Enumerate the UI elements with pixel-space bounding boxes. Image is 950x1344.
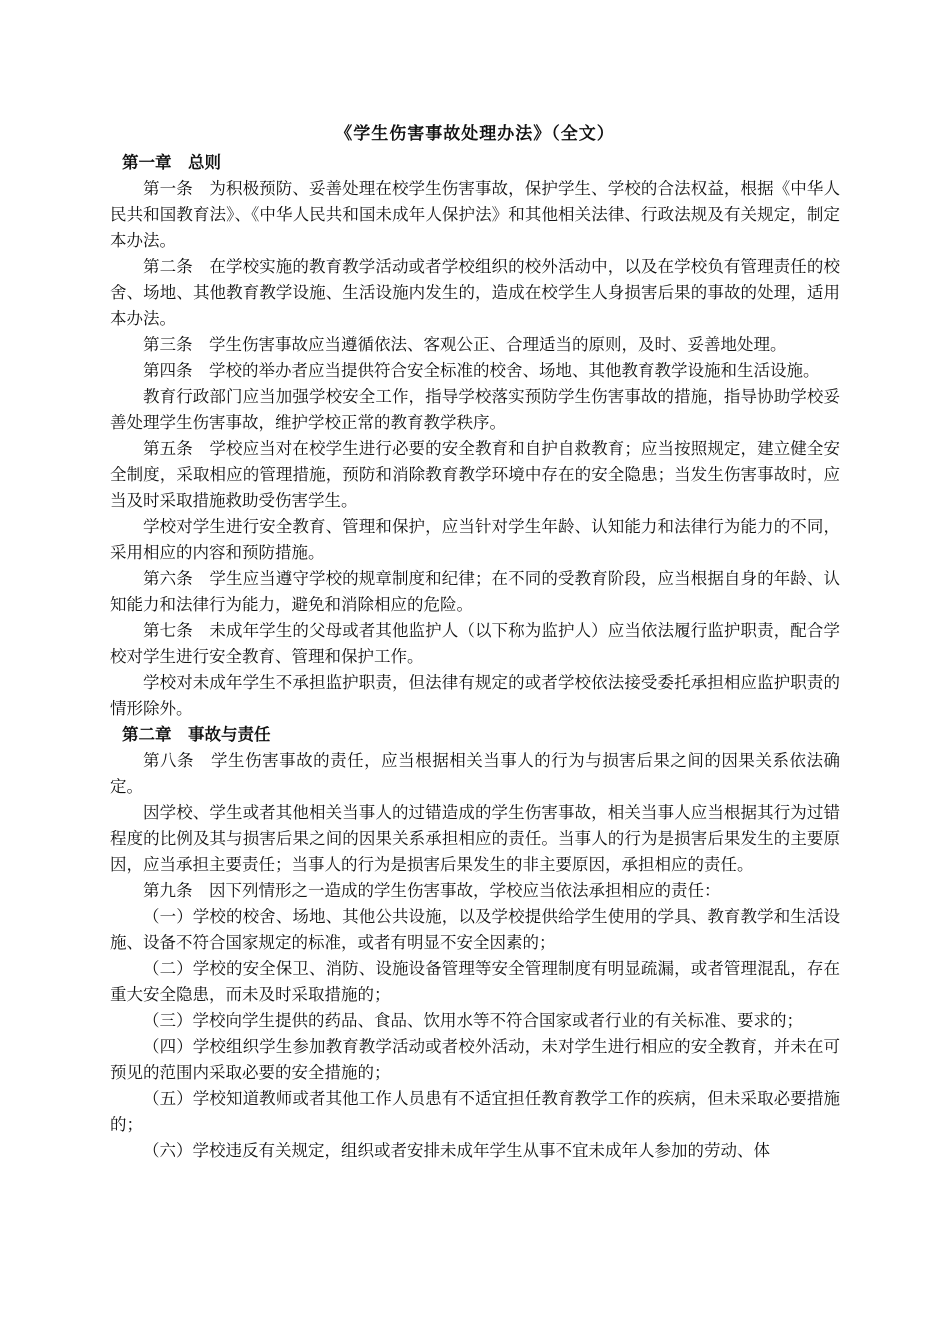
chapter-heading-1: 第一章 总则 <box>122 153 221 172</box>
article-9-item-1: （一）学校的校舍、场地、其他公共设施，以及学校提供给学生使用的学具、教育教学和生活设施、设备不符合国家规定的标准，或者有明显不安全因素的； <box>110 907 840 952</box>
article-5: 第五条 学校应当对在校学生进行必要的安全教育和自护自救教育；应当按照规定，建立健全安全制度，采取相应的管理措施，预防和消除教育教学环境中存在的安全隐患；当发生伤害事故时，应当及时采取措施救助受伤害学生。 <box>110 439 840 510</box>
article-8-paragraph-2: 因学校、学生或者其他相关当事人的过错造成的学生伤害事故，相关当事人应当根据其行为过错程度的比例及其与损害后果之间的因果关系承担相应的责任。当事人的行为是损害后果发生的主要原因，应当承担主要责任；当事人的行为是损害后果发生的非主要原因，承担相应的责任。 <box>110 803 840 874</box>
article-2: 第二条 在学校实施的教育教学活动或者学校组织的校外活动中，以及在学校负有管理责任的校舍、场地、其他教育教学设施、生活设施内发生的，造成在校学生人身损害后果的事故的处理，适用本办法。 <box>110 257 840 328</box>
article-9: 第九条 因下列情形之一造成的学生伤害事故，学校应当依法承担相应的责任： <box>143 881 721 900</box>
article-4-paragraph-2: 教育行政部门应当加强学校安全工作，指导学校落实预防学生伤害事故的措施，指导协助学校妥善处理学生伤害事故，维护学校正常的教育教学秩序。 <box>110 387 840 432</box>
article-9-item-4: （四）学校组织学生参加教育教学活动或者校外活动，未对学生进行相应的安全教育，并未在可预见的范围内采取必要的安全措施的； <box>110 1037 840 1082</box>
document-page <box>110 120 840 1164</box>
article-4: 第四条 学校的举办者应当提供符合安全标准的校舍、场地、其他教育教学设施和生活设施。 <box>143 361 820 380</box>
article-9-item-3: （三）学校向学生提供的药品、食品、饮用水等不符合国家或者行业的有关标准、要求的； <box>143 1011 803 1030</box>
chapter-heading-2: 第二章 事故与责任 <box>122 725 271 744</box>
document-title: 《学生伤害事故处理办法》（全文） <box>335 124 615 144</box>
article-9-item-2: （二）学校的安全保卫、消防、设施设备管理等安全管理制度有明显疏漏，或者管理混乱，存在重大安全隐患，而未及时采取措施的； <box>110 959 840 1004</box>
article-9-item-5: （五）学校知道教师或者其他工作人员患有不适宜担任教育教学工作的疾病，但未采取必要措施的； <box>110 1089 840 1134</box>
article-5-paragraph-2: 学校对学生进行安全教育、管理和保护，应当针对学生年龄、认知能力和法律行为能力的不同，采用相应的内容和预防措施。 <box>110 517 840 562</box>
article-3: 第三条 学生伤害事故应当遵循依法、客观公正、合理适当的原则，及时、妥善地处理。 <box>143 335 787 354</box>
article-8: 第八条 学生伤害事故的责任，应当根据相关当事人的行为与损害后果之间的因果关系依法确定。 <box>110 751 840 796</box>
article-1: 第一条 为积极预防、妥善处理在校学生伤害事故，保护学生、学校的合法权益，根据《中华人民共和国教育法》、《中华人民共和国未成年人保护法》和其他相关法律、行政法规及有关规定，制定本办法。 <box>110 179 840 250</box>
article-7: 第七条 未成年学生的父母或者其他监护人（以下称为监护人）应当依法履行监护职责，配合学校对学生进行安全教育、管理和保护工作。 <box>110 621 840 666</box>
article-9-item-6: （六）学校违反有关规定，组织或者安排未成年学生从事不宜未成年人参加的劳动、体 <box>143 1141 770 1160</box>
article-6: 第六条 学生应当遵守学校的规章制度和纪律；在不同的受教育阶段，应当根据自身的年龄、认知能力和法律行为能力，避免和消除相应的危险。 <box>110 569 840 614</box>
article-7-paragraph-2: 学校对未成年学生不承担监护职责，但法律有规定的或者学校依法接受委托承担相应监护职责的情形除外。 <box>110 673 840 718</box>
